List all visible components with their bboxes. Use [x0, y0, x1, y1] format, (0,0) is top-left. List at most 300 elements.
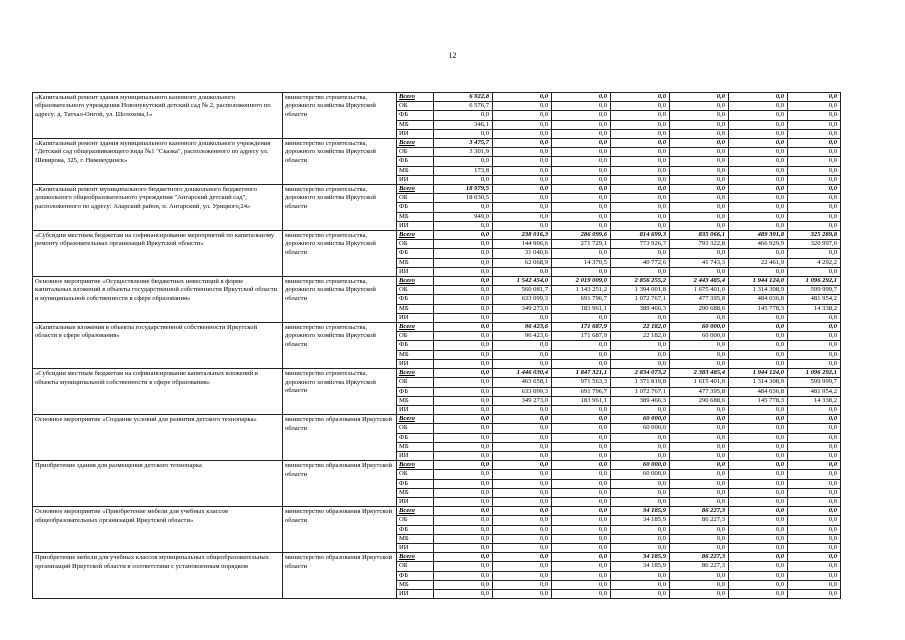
amount-cell: 0,0	[788, 111, 841, 120]
funding-source: ИИ	[397, 175, 434, 184]
amount-cell: 0,0	[670, 212, 729, 221]
amount-cell: 0,0	[552, 543, 611, 552]
funding-source: ОБ	[397, 102, 434, 111]
amount-cell: 6 576,7	[434, 102, 493, 111]
amount-cell: 0,0	[729, 175, 788, 184]
amount-cell: 2 019 009,0	[552, 277, 611, 286]
amount-cell: 0,0	[493, 497, 552, 506]
funding-source: ИИ	[397, 221, 434, 230]
amount-cell: 0,0	[611, 350, 670, 359]
amount-cell: 691 796,7	[552, 295, 611, 304]
amount-cell: 0,0	[670, 543, 729, 552]
amount-cell: 466 929,9	[729, 240, 788, 249]
amount-cell: 0,0	[788, 461, 841, 470]
amount-cell: 60 000,0	[611, 415, 670, 424]
amount-cell: 0,0	[493, 313, 552, 322]
amount-cell: 814 699,3	[611, 231, 670, 240]
amount-cell: 0,0	[434, 258, 493, 267]
amount-cell: 1 847 321,1	[552, 369, 611, 378]
amount-cell: 0,0	[434, 378, 493, 387]
amount-cell: 0,0	[493, 442, 552, 451]
amount-cell: 0,0	[434, 516, 493, 525]
amount-cell: 0,0	[434, 433, 493, 442]
amount-cell: 0,0	[493, 93, 552, 102]
amount-cell: 0,0	[788, 221, 841, 230]
amount-cell: 0,0	[611, 534, 670, 543]
amount-cell: 0,0	[434, 267, 493, 276]
amount-cell: 0,0	[434, 332, 493, 341]
amount-cell: 0,0	[493, 525, 552, 534]
amount-cell: 0,0	[788, 442, 841, 451]
amount-cell: 1 072 767,1	[611, 387, 670, 396]
amount-cell: 463 658,1	[493, 378, 552, 387]
amount-cell: 0,0	[729, 194, 788, 203]
amount-cell: 145 778,3	[729, 304, 788, 313]
amount-cell: 0,0	[788, 589, 841, 598]
table-row	[33, 461, 841, 470]
amount-cell: 1 096 292,1	[788, 277, 841, 286]
amount-cell: 0,0	[434, 442, 493, 451]
amount-cell: 0,0	[670, 479, 729, 488]
amount-cell: 1 096 292,1	[788, 369, 841, 378]
amount-cell: 320 997,6	[788, 240, 841, 249]
amount-cell: 0,0	[552, 470, 611, 479]
amount-cell: 0,0	[493, 479, 552, 488]
amount-cell: 633 099,3	[493, 387, 552, 396]
amount-cell: 6 922,8	[434, 93, 493, 102]
funding-source: ФБ	[397, 433, 434, 442]
amount-cell: 0,0	[434, 497, 493, 506]
amount-cell: 0,0	[670, 166, 729, 175]
amount-cell: 0,0	[552, 175, 611, 184]
funding-source: Всего	[397, 139, 434, 148]
amount-cell: 0,0	[729, 415, 788, 424]
amount-cell: 0,0	[670, 525, 729, 534]
funding-source: ИИ	[397, 313, 434, 322]
funding-source: ОБ	[397, 378, 434, 387]
amount-cell: 0,0	[788, 451, 841, 460]
amount-cell: 0,0	[434, 369, 493, 378]
amount-cell: 0,0	[493, 120, 552, 129]
amount-cell: 489 391,8	[729, 231, 788, 240]
amount-cell: 86 227,3	[670, 516, 729, 525]
amount-cell: 0,0	[729, 562, 788, 571]
amount-cell: 0,0	[611, 212, 670, 221]
responsible-executor: министерство образования Иркутской области	[283, 553, 397, 599]
amount-cell: 0,0	[729, 185, 788, 194]
amount-cell: 0,0	[670, 313, 729, 322]
amount-cell: 0,0	[552, 212, 611, 221]
funding-source: МБ	[397, 350, 434, 359]
measure-description: «Субсидии местным бюджетам на софинансирование капитальных вложений в объекты муниципальной собственности в сфере образования»	[33, 369, 283, 415]
amount-cell: 86 227,3	[670, 553, 729, 562]
funding-source: Всего	[397, 369, 434, 378]
amount-cell: 971 563,3	[552, 378, 611, 387]
amount-cell: 0,0	[729, 516, 788, 525]
funding-source: ОБ	[397, 424, 434, 433]
amount-cell: 145 778,3	[729, 396, 788, 405]
amount-cell: 0,0	[552, 589, 611, 598]
amount-cell: 60 000,0	[611, 470, 670, 479]
amount-cell: 0,0	[788, 212, 841, 221]
amount-cell: 0,0	[670, 267, 729, 276]
amount-cell: 346,1	[434, 120, 493, 129]
amount-cell: 0,0	[552, 120, 611, 129]
amount-cell: 0,0	[611, 313, 670, 322]
amount-cell: 1 944 124,0	[729, 369, 788, 378]
funding-source: Всего	[397, 185, 434, 194]
amount-cell: 0,0	[493, 185, 552, 194]
amount-cell: 0,0	[611, 221, 670, 230]
funding-source: ОБ	[397, 240, 434, 249]
amount-cell: 0,0	[611, 194, 670, 203]
responsible-executor: министерство строительства, дорожного хозяйства Иркутской области	[283, 323, 397, 369]
amount-cell: 0,0	[611, 571, 670, 580]
amount-cell: 484 036,8	[729, 387, 788, 396]
amount-cell: 0,0	[611, 148, 670, 157]
amount-cell: 0,0	[493, 534, 552, 543]
funding-table	[32, 92, 841, 599]
amount-cell: 0,0	[670, 571, 729, 580]
amount-cell: 0,0	[611, 543, 670, 552]
amount-cell: 31 040,6	[493, 249, 552, 258]
funding-source: МБ	[397, 258, 434, 267]
amount-cell: 0,0	[729, 589, 788, 598]
amount-cell: 0,0	[670, 194, 729, 203]
amount-cell: 0,0	[434, 175, 493, 184]
amount-cell: 793 322,8	[670, 240, 729, 249]
amount-cell: 0,0	[434, 405, 493, 414]
amount-cell: 0,0	[552, 129, 611, 138]
amount-cell: 0,0	[670, 157, 729, 166]
amount-cell: 0,0	[729, 553, 788, 562]
amount-cell: 0,0	[552, 461, 611, 470]
funding-source: ФБ	[397, 249, 434, 258]
amount-cell: 0,0	[552, 93, 611, 102]
amount-cell: 0,0	[729, 470, 788, 479]
amount-cell: 0,0	[788, 185, 841, 194]
amount-cell: 0,0	[493, 470, 552, 479]
funding-source: Всего	[397, 323, 434, 332]
amount-cell: 0,0	[493, 405, 552, 414]
funding-source: МБ	[397, 396, 434, 405]
amount-cell: 3 301,9	[434, 148, 493, 157]
amount-cell: 0,0	[434, 571, 493, 580]
amount-cell: 0,0	[670, 534, 729, 543]
amount-cell: 325 289,8	[788, 231, 841, 240]
amount-cell: 0,0	[788, 93, 841, 102]
amount-cell: 0,0	[788, 203, 841, 212]
amount-cell: 22 182,0	[611, 332, 670, 341]
amount-cell: 0,0	[552, 350, 611, 359]
table-row	[33, 231, 841, 240]
funding-source: Всего	[397, 461, 434, 470]
funding-source: МБ	[397, 488, 434, 497]
measure-description: «Капитальный ремонт муниципального бюджетного дошкольного бюджетного дошкольного общеобразовательного учреждения "Ангарский детский сад", расположенного по адресу: Аларский район, п. Ангарский, ул. Урицкого,24»	[33, 185, 283, 231]
amount-cell: 0,0	[493, 350, 552, 359]
amount-cell: 0,0	[729, 507, 788, 516]
amount-cell: 238 016,3	[493, 231, 552, 240]
amount-cell: 0,0	[670, 442, 729, 451]
funding-source: ФБ	[397, 203, 434, 212]
responsible-executor: министерство образования Иркутской области	[283, 507, 397, 553]
amount-cell: 0,0	[729, 571, 788, 580]
amount-cell: 0,0	[611, 488, 670, 497]
amount-cell: 0,0	[729, 405, 788, 414]
funding-source: МБ	[397, 212, 434, 221]
funding-source: ФБ	[397, 571, 434, 580]
amount-cell: 0,0	[670, 359, 729, 368]
amount-cell: 0,0	[788, 553, 841, 562]
amount-cell: 0,0	[611, 166, 670, 175]
amount-cell: 0,0	[434, 387, 493, 396]
amount-cell: 0,0	[788, 139, 841, 148]
amount-cell: 0,0	[611, 359, 670, 368]
amount-cell: 0,0	[434, 415, 493, 424]
amount-cell: 86 227,3	[670, 507, 729, 516]
responsible-executor: министерство строительства, дорожного хозяйства Иркутской области	[283, 139, 397, 185]
amount-cell: 0,0	[434, 451, 493, 460]
table-row	[33, 553, 841, 562]
amount-cell: 14 370,5	[552, 258, 611, 267]
amount-cell: 0,0	[493, 433, 552, 442]
amount-cell: 0,0	[552, 405, 611, 414]
amount-cell: 0,0	[434, 249, 493, 258]
funding-source: Всего	[397, 231, 434, 240]
amount-cell: 0,0	[729, 93, 788, 102]
amount-cell: 0,0	[552, 580, 611, 589]
amount-cell: 0,0	[788, 516, 841, 525]
amount-cell: 0,0	[611, 497, 670, 506]
amount-cell: 0,0	[434, 240, 493, 249]
amount-cell: 0,0	[670, 461, 729, 470]
amount-cell: 0,0	[434, 396, 493, 405]
amount-cell: 0,0	[434, 359, 493, 368]
funding-source: ФБ	[397, 111, 434, 120]
amount-cell: 0,0	[729, 488, 788, 497]
amount-cell: 0,0	[611, 451, 670, 460]
amount-cell: 835 066,1	[670, 231, 729, 240]
amount-cell: 0,0	[552, 433, 611, 442]
amount-cell: 0,0	[552, 571, 611, 580]
amount-cell: 0,0	[552, 525, 611, 534]
amount-cell: 0,0	[729, 148, 788, 157]
amount-cell: 481 954,2	[788, 387, 841, 396]
amount-cell: 0,0	[493, 424, 552, 433]
amount-cell: 0,0	[788, 148, 841, 157]
amount-cell: 0,0	[788, 267, 841, 276]
amount-cell: 0,0	[434, 323, 493, 332]
funding-source: ИИ	[397, 497, 434, 506]
funding-source: ИИ	[397, 405, 434, 414]
amount-cell: 0,0	[670, 111, 729, 120]
amount-cell: 60 000,0	[670, 323, 729, 332]
amount-cell: 0,0	[493, 571, 552, 580]
amount-cell: 0,0	[434, 203, 493, 212]
funding-source: ФБ	[397, 157, 434, 166]
amount-cell: 0,0	[493, 175, 552, 184]
amount-cell: 0,0	[434, 507, 493, 516]
amount-cell: 0,0	[670, 470, 729, 479]
responsible-executor: министерство образования Иркутской области	[283, 461, 397, 507]
amount-cell: 0,0	[552, 415, 611, 424]
amount-cell: 0,0	[611, 111, 670, 120]
amount-cell: 0,0	[729, 323, 788, 332]
amount-cell: 0,0	[670, 221, 729, 230]
amount-cell: 0,0	[729, 543, 788, 552]
amount-cell: 0,0	[670, 93, 729, 102]
amount-cell: 0,0	[729, 350, 788, 359]
amount-cell: 0,0	[552, 313, 611, 322]
amount-cell: 0,0	[493, 562, 552, 571]
amount-cell: 0,0	[670, 580, 729, 589]
amount-cell: 773 926,7	[611, 240, 670, 249]
measure-description: Основное мероприятие «Осуществление бюджетных инвестиций в форме капитальных вложений в объекты государственной собственности Иркутской области и муниципальной собственности в сфере образования»	[33, 277, 283, 323]
amount-cell: 0,0	[788, 157, 841, 166]
funding-source: ИИ	[397, 129, 434, 138]
funding-source: ОБ	[397, 516, 434, 525]
amount-cell: 1 675 401,0	[670, 286, 729, 295]
amount-cell: 0,0	[552, 516, 611, 525]
amount-cell: 2 443 485,4	[670, 277, 729, 286]
funding-source: Всего	[397, 277, 434, 286]
amount-cell: 0,0	[788, 479, 841, 488]
amount-cell: 96 423,6	[493, 332, 552, 341]
amount-cell: 0,0	[611, 433, 670, 442]
amount-cell: 0,0	[434, 479, 493, 488]
amount-cell: 22 461,9	[729, 258, 788, 267]
amount-cell: 0,0	[729, 157, 788, 166]
amount-cell: 0,0	[611, 185, 670, 194]
amount-cell: 560 081,7	[493, 286, 552, 295]
amount-cell: 0,0	[788, 166, 841, 175]
amount-cell: 0,0	[611, 405, 670, 414]
amount-cell: 0,0	[670, 203, 729, 212]
amount-cell: 0,0	[729, 451, 788, 460]
amount-cell: 0,0	[552, 267, 611, 276]
amount-cell: 0,0	[552, 507, 611, 516]
amount-cell: 60 000,0	[611, 424, 670, 433]
amount-cell: 0,0	[493, 580, 552, 589]
amount-cell: 1 446 030,4	[493, 369, 552, 378]
amount-cell: 34 185,9	[611, 507, 670, 516]
amount-cell: 0,0	[670, 139, 729, 148]
amount-cell: 0,0	[788, 341, 841, 350]
amount-cell: 1 371 819,8	[611, 378, 670, 387]
table-row	[33, 369, 841, 378]
amount-cell: 1 072 767,1	[611, 295, 670, 304]
funding-source: ОБ	[397, 194, 434, 203]
funding-source: ИИ	[397, 267, 434, 276]
amount-cell: 1 143 251,2	[552, 286, 611, 295]
funding-source: ФБ	[397, 387, 434, 396]
amount-cell: 0,0	[552, 424, 611, 433]
amount-cell: 0,0	[670, 589, 729, 598]
amount-cell: 0,0	[434, 350, 493, 359]
amount-cell: 599 999,7	[788, 286, 841, 295]
amount-cell: 0,0	[434, 286, 493, 295]
amount-cell: 0,0	[552, 451, 611, 460]
amount-cell: 62 068,9	[493, 258, 552, 267]
amount-cell: 0,0	[670, 129, 729, 138]
amount-cell: 0,0	[611, 267, 670, 276]
responsible-executor: министерство образования Иркутской области	[283, 415, 397, 461]
amount-cell: 0,0	[729, 534, 788, 543]
amount-cell: 0,0	[493, 221, 552, 230]
funding-source: Всего	[397, 553, 434, 562]
amount-cell: 0,0	[729, 341, 788, 350]
amount-cell: 0,0	[434, 129, 493, 138]
amount-cell: 14 338,2	[788, 304, 841, 313]
amount-cell: 0,0	[729, 332, 788, 341]
amount-cell: 1 615 401,0	[670, 378, 729, 387]
amount-cell: 34 185,9	[611, 516, 670, 525]
amount-cell: 173,8	[434, 166, 493, 175]
amount-cell: 0,0	[729, 139, 788, 148]
measure-description: Основное мероприятие «Приобретение мебели для учебных классов общеобразовательных организаций Иркутской области»	[33, 507, 283, 553]
amount-cell: 0,0	[552, 185, 611, 194]
amount-cell: 0,0	[729, 442, 788, 451]
amount-cell: 18 030,5	[434, 194, 493, 203]
responsible-executor: министерство строительства, дорожного хозяйства Иркутской области	[283, 277, 397, 323]
responsible-executor: министерство строительства, дорожного хозяйства Иркутской области	[283, 231, 397, 277]
funding-source: Всего	[397, 507, 434, 516]
amount-cell: 0,0	[434, 562, 493, 571]
amount-cell: 0,0	[611, 120, 670, 129]
amount-cell: 86 227,3	[670, 562, 729, 571]
amount-cell: 0,0	[729, 497, 788, 506]
measure-description: «Субсидии местным бюджетам на софинансирование мероприятий по капитальному ремонту образовательных организаций Иркутской области»	[33, 231, 283, 277]
amount-cell: 2 834 073,2	[611, 369, 670, 378]
page-number: 12	[448, 51, 457, 60]
table-row	[33, 323, 841, 332]
amount-cell: 0,0	[788, 415, 841, 424]
amount-cell: 0,0	[670, 451, 729, 460]
amount-cell: 2 856 255,2	[611, 277, 670, 286]
funding-source: Всего	[397, 93, 434, 102]
amount-cell: 0,0	[611, 139, 670, 148]
amount-cell: 171 687,9	[552, 323, 611, 332]
amount-cell: 0,0	[611, 175, 670, 184]
amount-cell: 0,0	[729, 479, 788, 488]
amount-cell: 0,0	[434, 580, 493, 589]
funding-source: ИИ	[397, 359, 434, 368]
amount-cell: 0,0	[611, 93, 670, 102]
amount-cell: 1 314 308,9	[729, 286, 788, 295]
funding-source: МБ	[397, 120, 434, 129]
amount-cell: 0,0	[552, 359, 611, 368]
amount-cell: 0,0	[788, 332, 841, 341]
amount-cell: 0,0	[729, 111, 788, 120]
amount-cell: 1 314 308,9	[729, 378, 788, 387]
amount-cell: 0,0	[788, 359, 841, 368]
amount-cell: 0,0	[729, 359, 788, 368]
amount-cell: 0,0	[670, 102, 729, 111]
measure-description: «Капитальный ремонт здания муниципального казенного дошкольного учреждения "Детский сад общеразвивающего вида №1 "Сказка", расположенного по адресу ул. Шевирова, 325, г. Нижнеудинск»	[33, 139, 283, 185]
amount-cell: 0,0	[552, 553, 611, 562]
amount-cell: 0,0	[552, 479, 611, 488]
amount-cell: 0,0	[434, 111, 493, 120]
amount-cell: 0,0	[552, 534, 611, 543]
amount-cell: 183 961,1	[552, 304, 611, 313]
amount-cell: 0,0	[493, 451, 552, 460]
amount-cell: 0,0	[611, 442, 670, 451]
amount-cell: 349 273,0	[493, 304, 552, 313]
amount-cell: 0,0	[493, 166, 552, 175]
amount-cell: 484 036,8	[729, 295, 788, 304]
amount-cell: 0,0	[729, 249, 788, 258]
measure-description: Приобретение мебели для учебных классов муниципальных общеобразовательных организаций Иркутской области в соответствии с установленным порядком	[33, 553, 283, 599]
